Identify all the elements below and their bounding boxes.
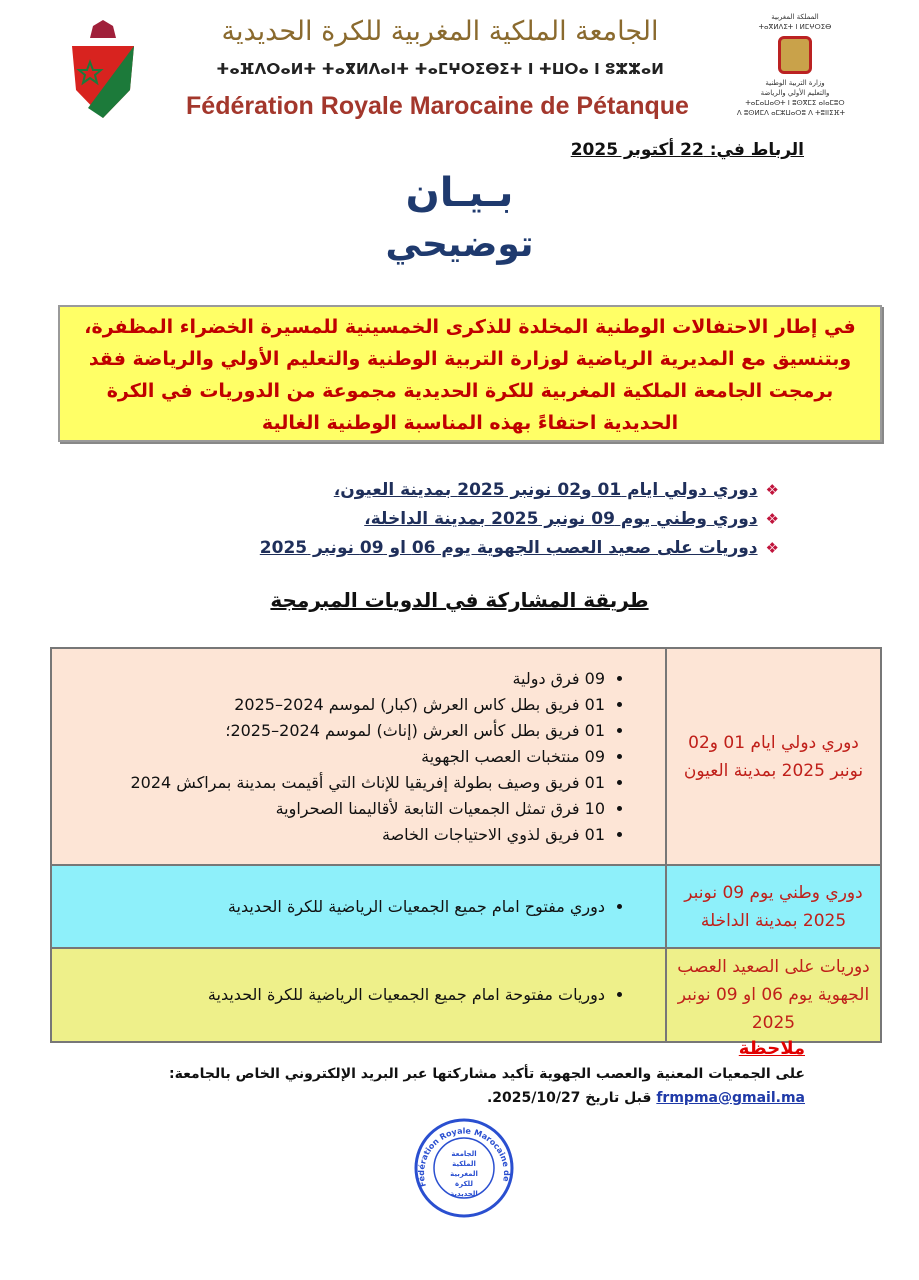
list-item: • 09 منتخبات العصب الجهوية xyxy=(62,744,605,770)
note-text: على الجمعيات المعنية والعصب الجهوية تأكيد مشاركتها عبر البريد الإلكتروني الخاص بالجامعة: xyxy=(168,1066,805,1082)
event-label: دوري وطني يوم 09 نونبر 2025 بمدينة الداخلة xyxy=(666,865,881,948)
list-item: • 09 فرق دولية xyxy=(62,666,605,692)
svg-text:الحديدية: الحديدية xyxy=(450,1190,478,1198)
list-item: • 01 فريق لذوي الاحتياجات الخاصة xyxy=(62,822,605,848)
list-item: • 01 فريق وصيف بطولة إفريقيا للإناث التي أقيمت بمدينة بمراكش 2024 xyxy=(62,770,605,796)
intro-line: برمجت الجامعة الملكية المغربية للكرة الحديدية مجموعة من الدوريات في الكرة xyxy=(106,380,834,402)
event-details xyxy=(51,865,666,948)
federation-name-tifinagh: ⵜⴰⴼⴷⵔⴰⵍⵜ ⵜⴰⴳⵍⴷⴰⵏⵜ ⵜⴰⵎⵖⵔⵉⴱⵉⵜ ⵏ ⵜⵡⵔⴰ ⵏ ⵓⵣⵣⴰⵍ xyxy=(216,60,664,78)
event-item: ❖ دوريات على صعيد العصب الجهوية يوم 06 او 09 نونبر 2025 xyxy=(139,534,779,563)
ministry-line: ⵜⴰⵎⴰⵡⴰⵙⵜ ⵏ ⵓⵙⴳⵎⵉ ⴰⵏⴰⵎⵓⵔ xyxy=(745,99,845,107)
table-row xyxy=(51,865,881,948)
ministry-emblem xyxy=(736,12,845,118)
note-title: ملاحظة xyxy=(738,1038,805,1059)
diamond-bullet-icon: ❖ xyxy=(765,539,779,557)
svg-text:الجامعة: الجامعة xyxy=(451,1150,477,1158)
svg-text:المغربية: المغربية xyxy=(450,1170,478,1178)
coat-of-arms-icon xyxy=(778,36,812,74)
ministry-line: ⵜⴰⴳⵍⴷⵉⵜ ⵏ ⵍⵎⵖⵔⵉⴱ xyxy=(758,23,832,31)
event-details xyxy=(51,648,666,865)
federation-name-arabic: الجامعة الملكية المغربية للكرة الحديدية xyxy=(221,16,659,47)
list-item: • 10 فرق تمثل الجمعيات التابعة لأقاليمنا الصحراوية xyxy=(62,796,605,822)
table-row xyxy=(51,648,881,865)
list-item: • دوريات مفتوحة امام جميع الجمعيات الرياضية للكرة الحديدية xyxy=(62,982,605,1008)
note-deadline xyxy=(487,1088,805,1108)
event-item: ❖ دوري دولي ايام 01 و02 نونبر 2025 بمدينة العيون، xyxy=(139,476,779,505)
event-item: ❖ دوري وطني يوم 09 نونبر 2025 بمدينة الداخلة، xyxy=(139,505,779,534)
event-label: دوري دولي ايام 01 و02 نونبر 2025 بمدينة العيون xyxy=(666,648,881,865)
ministry-line: المملكة المغربية xyxy=(771,13,819,21)
federation-name-french: Fédération Royale Marocaine de Pétanque xyxy=(186,92,689,120)
email-link[interactable]: frmpma@gmail.ma xyxy=(656,1090,805,1106)
svg-text:Fédération Royale Marocaine de: Fédération Royale Marocaine de xyxy=(416,1126,512,1188)
intro-line: وبتنسيق مع المديرية الرياضية لوزارة التربية الوطنية والتعليم الأولي والرياضة فقد xyxy=(88,348,852,370)
participation-table xyxy=(50,647,882,1043)
intro-line: في إطار الاحتفالات الوطنية المخلدة للذكرى الخمسينية للمسيرة الخضراء المظفرة، xyxy=(84,316,856,338)
federation-stamp xyxy=(412,1116,516,1220)
diamond-bullet-icon: ❖ xyxy=(765,510,779,528)
ministry-line: والتعليم الأولي والرياضة xyxy=(760,89,830,97)
deadline-text: قبل تاريخ 2025/10/27. xyxy=(486,1090,657,1106)
events-list xyxy=(139,476,779,563)
federation-logo xyxy=(68,20,138,120)
table-row xyxy=(51,948,881,1042)
ministry-line: ⴷ ⵓⵙⵍⵎⴷ ⴰⵎⵣⵡⴰⵔⵓ ⴷ ⵜⵓⵏⵏⵉⴼⵜ xyxy=(736,109,845,117)
document-subtitle: توضيحي xyxy=(385,224,534,265)
event-details xyxy=(51,948,666,1042)
document-date: الرباط في: 22 أكتوبر 2025 xyxy=(570,140,804,160)
list-item: • 01 فريق بطل كأس العرش (إناث) لموسم 2024–2025؛ xyxy=(62,718,605,744)
list-item: • دوري مفتوح امام جميع الجمعيات الرياضية للكرة الحديدية xyxy=(62,894,605,920)
list-item: • 01 فريق بطل كاس العرش (كبار) لموسم 2024–2025 xyxy=(62,692,605,718)
participation-heading: طريقة المشاركة في الدويات المبرمجة xyxy=(270,588,649,612)
svg-text:الملكية: الملكية xyxy=(452,1160,476,1168)
diamond-bullet-icon: ❖ xyxy=(765,481,779,499)
intro-box xyxy=(58,305,882,442)
event-label: دوريات على الصعيد العصب الجهوية يوم 06 او 09 نونبر 2025 xyxy=(666,948,881,1042)
document-title: بـيـان xyxy=(405,170,514,216)
svg-text:للكرة: للكرة xyxy=(454,1180,474,1188)
ministry-line: وزارة التربية الوطنية xyxy=(765,79,825,87)
intro-line: الحديدية احتفاءً بهذه المناسبة الوطنية الغالية xyxy=(261,412,679,434)
